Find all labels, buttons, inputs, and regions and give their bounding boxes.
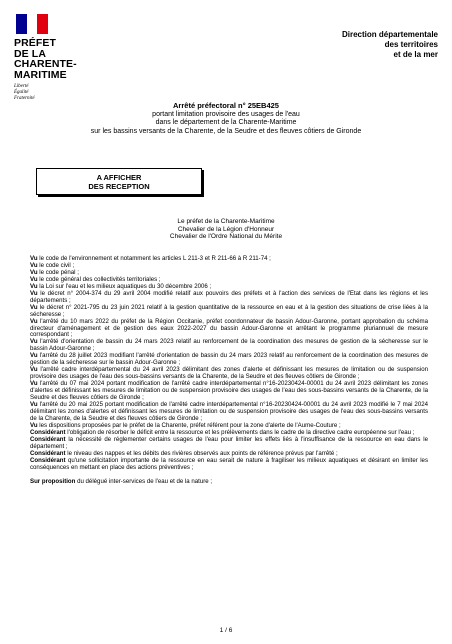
authority-block: Le préfet de la Charente-Maritime Chevalier de la Légion d'Honneur Chevalier de l'Ordre National du Mérite <box>169 218 283 241</box>
visa-text: le niveau des nappes et les débits des rivières observés aux points de référence prévus par l'arrêté ; <box>65 449 338 457</box>
prefet-logo <box>14 14 124 102</box>
visa-lead: Vu <box>30 275 38 283</box>
visa-paragraph <box>30 437 428 451</box>
visa-text: le code civil ; <box>37 261 75 269</box>
visa-lead: Vu <box>30 255 38 262</box>
arrete-subtitle-line: sur les bassins versants de la Charente, de la Seudre et des fleuves côtiers de Gironde <box>90 127 362 135</box>
display-notice-box: A AFFICHER DES RECEPTION <box>36 168 202 195</box>
visa-lead: Vu <box>30 317 38 325</box>
visa-paragraph <box>30 319 428 340</box>
visa-paragraph <box>30 367 428 381</box>
visa-lead: Considérant <box>30 456 66 464</box>
visa-lead: Vu <box>30 352 38 360</box>
visa-lead: Vu <box>30 366 38 374</box>
arrete-subtitle-line: dans le département de la Charente-Maritime <box>155 119 297 127</box>
visa-paragraph <box>30 305 428 319</box>
visa-text: l'arrêté du 20 mai 2025 portant modification de l'arrêté cadre interdépartemental n°16-20230424-00001 du 24 avril 2023 modifié le 7 mai 2024 délimitant les zones d'alertes et définissant les mesures de limitation ou de suspension provisoire des usages de l'eau des sous-bassins versants de la Charente, de la Seudre et des fleuves côtiers de Gironde ; <box>30 401 428 422</box>
visa-paragraph <box>30 339 428 353</box>
logo-title: PRÉFET DE LA CHARENTE- MARITIME <box>14 37 77 81</box>
visa-paragraph <box>30 353 428 367</box>
visa-text: la Loi sur l'eau et les milieux aquatiques du 30 décembre 2006 ; <box>37 282 212 290</box>
visa-lead: Vu <box>30 289 38 297</box>
visa-text: l'arrêté du 07 mai 2024 portant modification de l'arrêté cadre interdépartemental n°16-20230424-00001 du 24 avril 2023 délimitant les zones d'alertes et définissant les mesures de limitation ou de suspension provisoire des usages de l'eau des sous-bassins versants de la Charente, de la Seudre et des fleuves côtiers de Gironde ; <box>30 380 428 402</box>
visa-lead: Vu <box>30 261 38 269</box>
visa-lead: Vu <box>30 401 38 409</box>
visa-text: l'arrêté du 28 juillet 2023 modifiant l'arrêté d'orientation de bassin du 24 mars 2023 relatif au renforcement de la coordination des mesures de gestion de la sécheresse sur le bassin Adour-Garonne ; <box>30 352 428 367</box>
visa-text: la nécessité de réglementer certains usages de l'eau pour limiter les effets liés à l'insuffisance de la ressource en eau dans le département ; <box>30 435 428 450</box>
arrete-title <box>30 102 422 136</box>
visa-paragraph <box>30 458 428 472</box>
proposal-lead: Sur proposition <box>30 477 76 485</box>
visa-paragraph <box>30 402 428 423</box>
visa-paragraph <box>30 381 428 402</box>
visa-lead: Vu <box>30 338 38 346</box>
visa-paragraph <box>30 291 428 305</box>
visa-lead: Vu <box>30 421 38 429</box>
visa-text: qu'une sollicitation importante de la ressource en eau serait de nature à fragiliser les milieux aquatiques et désirant en limiter les conséquences en mettant en place des actions préventives ; <box>30 456 428 471</box>
visa-lead: Considérant <box>30 428 66 436</box>
visa-text: les dispositions proposées par le préfet de la Charente, préfet référent pour la zone d'alerte de l'Aume-Couture ; <box>37 421 341 429</box>
arrete-subtitle-line: portant limitation provisoire des usages de l'eau <box>152 110 300 118</box>
visa-text: le décret n° 2004-374 du 29 avril 2004 modifié relatif aux pouvoirs des préfets et à l'action des services de l'Etat dans les régions et les départements ; <box>30 289 428 304</box>
visas-section <box>30 256 428 486</box>
visa-text: le code de l'environnement et notamment les articles L 211-3 et R 211-66 à R 211-74 ; <box>37 255 271 262</box>
visa-paragraph <box>30 256 428 263</box>
visa-text: le décret n° 2021-795 du 23 juin 2021 relatif à la gestion quantitative de la ressource en eau et à la gestion des situations de crise liées à la sécheresse ; <box>30 303 428 318</box>
visa-text: le code pénal ; <box>37 268 79 276</box>
visa-lead: Considérant <box>30 449 66 457</box>
visa-text: l'arrêté d'orientation de bassin du 24 mars 2023 relatif au renforcement de la coordination des mesures de gestion de la sécheresse sur le bassin Adour-Garonne ; <box>30 338 428 353</box>
visa-lead: Vu <box>30 303 38 311</box>
visa-text: l'arrêté du 10 mars 2022 du préfet de la Région Occitanie, préfet coordonnateur de bassin Adour-Garonne, portant approbation du schéma directeur d'aménagement et de gestion des eaux 2022-2027 du bassin Adour-Garonne et arrêtant le programme pluriannuel de mesure correspondant ; <box>30 317 428 339</box>
visa-lead: Considérant <box>30 435 66 443</box>
visa-text: le code général des collectivités territoriales ; <box>37 275 161 283</box>
logo-devise: Liberté Égalité Fraternité <box>14 84 35 101</box>
proposal-text: du délégué inter-services de l'eau et de la nature ; <box>75 477 213 485</box>
visa-text: l'arrêté cadre interdépartemental du 24 avril 2023 délimitant des zones d'alerte et définissant les mesures de limitation ou de suspension provisoire des usages de l'eau des sous-bassins versants de la Charente, de la Seudre et des fleuves côtiers de Gironde ; <box>30 366 428 381</box>
proposal-paragraph <box>30 479 428 486</box>
marianne-flag-icon <box>16 14 48 34</box>
visa-lead: Vu <box>30 268 38 276</box>
arrete-number: Arrêté préfectoral n° 25EB425 <box>173 101 279 110</box>
visa-lead: Vu <box>30 282 38 290</box>
visa-paragraph <box>30 263 428 270</box>
visa-lead: Vu <box>30 380 38 388</box>
issuing-direction: Direction départementale des territoires et de la mer <box>341 30 438 59</box>
visa-text: l'obligation de résorber le déficit entre la ressource et les prélèvements dans le cadre de la directive cadre européenne sur l'eau ; <box>65 428 415 436</box>
page-number: 1 / 6 <box>219 627 233 634</box>
